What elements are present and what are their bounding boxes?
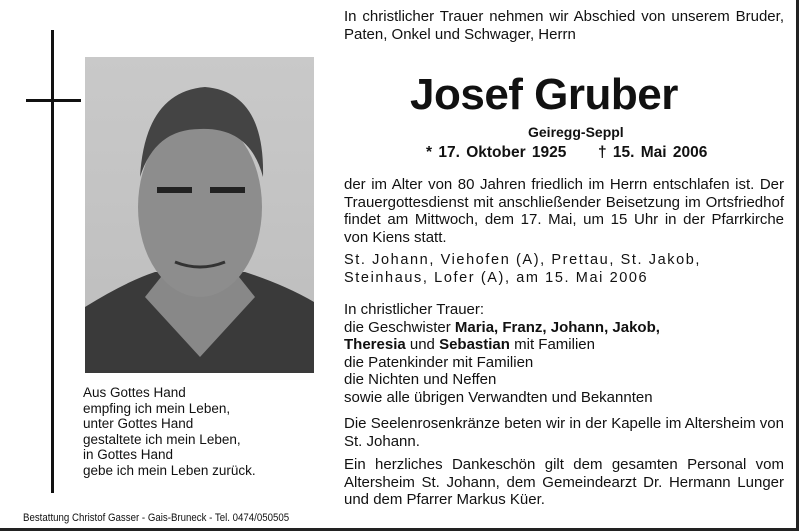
cross-icon-bar xyxy=(26,99,81,102)
death-date: † 15. Mai 2006 xyxy=(597,144,708,161)
funeral-home-footer: Bestattung Christof Gasser - Gais-Bruneck - Tel. 0474/050505 xyxy=(23,512,290,524)
mourners xyxy=(344,301,784,407)
portrait-photo xyxy=(85,57,314,373)
mourners-heading: In christlicher Trauer: xyxy=(344,301,485,318)
birth-date: * 17. Oktober 1925 xyxy=(426,144,567,161)
mourners-line: die Nichten und Neffen xyxy=(344,371,497,389)
poem xyxy=(83,385,256,478)
mourners-line xyxy=(344,319,784,337)
poem-line: gebe ich mein Leben zurück. xyxy=(83,462,256,478)
thanks-paragraph: Ein herzliches Dankeschön gilt dem gesamten Personal vom Altersheim St. Johann, dem Gemeindearzt Dr. Hermann Lunger und dem Pfarrer Markus Küer. xyxy=(344,456,784,509)
sibling-name: Theresia xyxy=(344,336,406,354)
text: die Geschwister xyxy=(344,318,455,336)
intro-text: In christlicher Trauer nehmen wir Abschied von unserem Bruder, Paten, Onkel und Schwager, Herrn xyxy=(344,8,784,43)
service-paragraph: der im Alter von 80 Jahren friedlich im Herrn entschlafen ist. Der Trauergottesdienst mit anschließender Beisetzung im Ortsfriedhof findet am Mittwoch, dem 17. Mai, um 15 Uhr in der Pfarrkirche von Kiens statt. xyxy=(344,176,784,246)
mourners-line: die Patenkinder mit Familien xyxy=(344,353,534,371)
poem-line: gestaltete ich mein Leben, xyxy=(83,431,241,447)
poem-line: unter Gottes Hand xyxy=(83,416,194,431)
nickname: Geiregg-Seppl xyxy=(528,124,624,140)
poem-line: in Gottes Hand xyxy=(83,447,174,462)
place-date: St. Johann, Viehofen (A), Prettau, St. Jakob, Steinhaus, Lofer (A), am 15. Mai 2006 xyxy=(344,252,702,286)
sibling-names: Maria, Franz, Johann, Jakob, xyxy=(454,318,660,336)
text: und xyxy=(405,336,440,354)
text: mit Familien xyxy=(509,336,595,354)
sibling-name: Sebastian xyxy=(439,336,510,354)
rosary-paragraph: Die Seelenrosenkränze beten wir in der Kapelle im Altersheim von St. Johann. xyxy=(344,415,784,450)
deceased-name: Josef Gruber xyxy=(410,70,678,119)
poem-line: Aus Gottes Hand xyxy=(83,385,186,400)
mourners-line xyxy=(344,336,784,354)
life-dates xyxy=(426,144,707,162)
mourners-line: sowie alle übrigen Verwandten und Bekannten xyxy=(344,388,653,406)
poem-line: empfing ich mein Leben, xyxy=(83,400,231,416)
